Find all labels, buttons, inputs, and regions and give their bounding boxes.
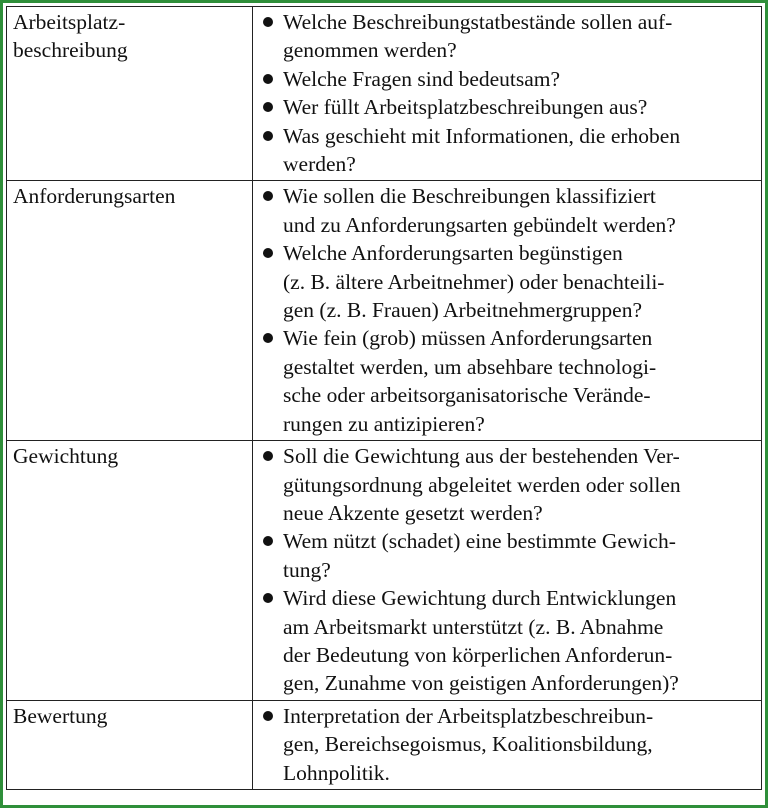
questions-table: [6, 6, 762, 790]
bullet-icon: [263, 536, 273, 546]
topic-cell: [7, 7, 253, 181]
table-row: [7, 7, 762, 181]
question-text: Wie sollen die Beschreibungen klassifiziert und zu Anforderungsarten gebündelt werden?: [283, 184, 676, 237]
question-text: Soll die Gewichtung aus der bestehenden Ver- gütungsordnung abgeleitet werden oder sollen neue Akzente gesetzt werden?: [283, 444, 681, 525]
bullet-icon: [263, 333, 273, 343]
question-text: Was geschieht mit Informationen, die erhoben werden?: [283, 123, 681, 177]
question-list: [259, 442, 757, 698]
bullet-icon: [263, 191, 273, 201]
table-body: [7, 7, 762, 790]
topic-label: Arbeitsplatz- beschreibung: [13, 10, 128, 63]
questions-cell: [253, 441, 762, 701]
list-item: [259, 65, 757, 93]
questions-cell: [253, 181, 762, 441]
list-item: [259, 702, 757, 787]
question-list: [259, 182, 757, 438]
questions-cell: [253, 7, 762, 181]
question-text: Welche Fragen sind bedeutsam?: [283, 66, 561, 91]
question-text: Wird diese Gewichtung durch Entwicklungen am Arbeitsmarkt unterstützt (z. B. Abnahme der Bedeutung von körperlichen Anforderun- gen, Zunahme von geistigen Anforderungen)?: [283, 586, 679, 696]
question-text: Wem nützt (schadet) eine bestimmte Gewich- tung?: [283, 529, 676, 582]
list-item: [259, 93, 757, 121]
list-item: [259, 239, 757, 324]
bullet-icon: [263, 593, 273, 603]
topic-label: Gewichtung: [13, 444, 119, 469]
topic-cell: [7, 181, 253, 441]
list-item: [259, 8, 757, 65]
questions-cell: [253, 700, 762, 789]
bullet-icon: [263, 131, 273, 141]
list-item: [259, 182, 757, 239]
bullet-icon: [263, 248, 273, 258]
bullet-icon: [263, 17, 273, 27]
bullet-icon: [263, 102, 273, 112]
question-text: Wer füllt Arbeitsplatzbeschreibungen aus?: [283, 95, 648, 120]
question-list: [259, 702, 757, 787]
list-item: [259, 122, 757, 179]
list-item: [259, 324, 757, 438]
list-item: [259, 442, 757, 527]
bullet-icon: [263, 451, 273, 461]
topic-cell: [7, 700, 253, 789]
list-item: [259, 527, 757, 584]
table-row: [7, 700, 762, 789]
bullet-icon: [263, 711, 273, 721]
question-text: Welche Anforderungsarten begünstigen (z. B. ältere Arbeitnehmer) oder benachteili- gen (z. B. Frauen) Arbeitnehmergruppen?: [283, 241, 665, 323]
topic-cell: [7, 441, 253, 701]
question-text: Wie fein (grob) müssen Anforderungsarten gestaltet werden, um absehbare technologi- sche oder arbeitsorganisatorische Verände- rungen zu antizipieren?: [283, 326, 657, 436]
table-row: [7, 441, 762, 701]
list-item: [259, 584, 757, 698]
question-text: Interpretation der Arbeitsplatzbeschreibun- gen, Bereichsegoismus, Koalitionsbildung, Lohnpolitik.: [283, 703, 654, 785]
topic-label: Bewertung: [13, 703, 108, 728]
bullet-icon: [263, 74, 273, 84]
question-list: [259, 8, 757, 178]
table-row: [7, 181, 762, 441]
question-text: Welche Beschreibungstatbestände sollen auf- genommen werden?: [283, 10, 673, 63]
topic-label: Anforderungsarten: [13, 184, 176, 209]
